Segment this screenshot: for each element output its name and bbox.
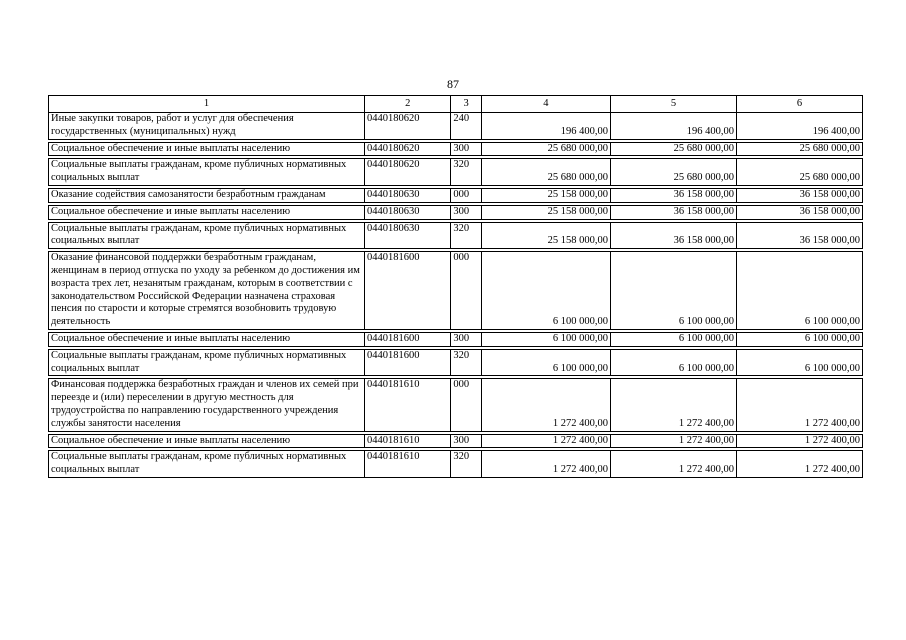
row-name-cell: Финансовая поддержка безработных граждан и членов их семей при переезде и (или) переселении в другую местность для трудоустройства по направлению государственного учреждения службы занятости населения bbox=[49, 379, 365, 431]
row-amount-col5-cell: 36 158 000,00 bbox=[610, 205, 736, 219]
row-amount-col5-cell: 196 400,00 bbox=[610, 113, 736, 140]
column-header: 6 bbox=[736, 96, 862, 113]
row-expense-type-cell: 000 bbox=[451, 379, 481, 431]
column-header: 1 bbox=[49, 96, 365, 113]
row-amount-col5-cell: 6 100 000,00 bbox=[610, 332, 736, 346]
table-row bbox=[49, 113, 863, 140]
table-row bbox=[49, 252, 863, 330]
row-name-cell: Социальное обеспечение и иные выплаты населению bbox=[49, 205, 365, 219]
row-expense-type-cell: 300 bbox=[451, 434, 481, 448]
row-expense-type-cell: 240 bbox=[451, 113, 481, 140]
row-expense-type-cell: 320 bbox=[451, 159, 481, 186]
row-target-article-cell: 0440181610 bbox=[365, 379, 451, 431]
row-expense-type-cell: 320 bbox=[451, 451, 481, 478]
row-amount-col6-cell: 1 272 400,00 bbox=[736, 451, 862, 478]
row-amount-col6-cell: 36 158 000,00 bbox=[736, 222, 862, 249]
column-header: 4 bbox=[481, 96, 610, 113]
row-target-article-cell: 0440181600 bbox=[365, 252, 451, 330]
row-name-cell: Социальные выплаты гражданам, кроме публичных нормативных социальных выплат bbox=[49, 349, 365, 376]
row-target-article-cell: 0440181600 bbox=[365, 349, 451, 376]
row-amount-col4-cell: 25 680 000,00 bbox=[481, 142, 610, 156]
table-row bbox=[49, 349, 863, 376]
budget-table bbox=[48, 95, 863, 478]
row-target-article-cell: 0440181610 bbox=[365, 434, 451, 448]
row-target-article-cell: 0440180630 bbox=[365, 188, 451, 202]
row-amount-col6-cell: 196 400,00 bbox=[736, 113, 862, 140]
row-target-article-cell: 0440180630 bbox=[365, 222, 451, 249]
row-amount-col5-cell: 6 100 000,00 bbox=[610, 252, 736, 330]
row-amount-col6-cell: 1 272 400,00 bbox=[736, 379, 862, 431]
row-amount-col4-cell: 1 272 400,00 bbox=[481, 379, 610, 431]
row-amount-col5-cell: 36 158 000,00 bbox=[610, 222, 736, 249]
row-amount-col4-cell: 25 158 000,00 bbox=[481, 205, 610, 219]
row-expense-type-cell: 320 bbox=[451, 222, 481, 249]
row-expense-type-cell: 300 bbox=[451, 332, 481, 346]
row-expense-type-cell: 320 bbox=[451, 349, 481, 376]
row-amount-col5-cell: 1 272 400,00 bbox=[610, 379, 736, 431]
row-amount-col6-cell: 6 100 000,00 bbox=[736, 332, 862, 346]
row-amount-col6-cell: 6 100 000,00 bbox=[736, 252, 862, 330]
row-name-cell: Социальное обеспечение и иные выплаты населению bbox=[49, 332, 365, 346]
row-expense-type-cell: 300 bbox=[451, 142, 481, 156]
table-row bbox=[49, 205, 863, 219]
row-name-cell: Оказание содействия самозанятости безработным гражданам bbox=[49, 188, 365, 202]
row-amount-col4-cell: 6 100 000,00 bbox=[481, 332, 610, 346]
table-row bbox=[49, 379, 863, 431]
row-amount-col6-cell: 1 272 400,00 bbox=[736, 434, 862, 448]
row-amount-col5-cell: 36 158 000,00 bbox=[610, 188, 736, 202]
row-amount-col4-cell: 25 158 000,00 bbox=[481, 188, 610, 202]
row-amount-col5-cell: 1 272 400,00 bbox=[610, 434, 736, 448]
column-header: 2 bbox=[365, 96, 451, 113]
row-name-cell: Социальное обеспечение и иные выплаты населению bbox=[49, 434, 365, 448]
table-header-row bbox=[49, 96, 863, 113]
table-row bbox=[49, 451, 863, 478]
row-amount-col4-cell: 196 400,00 bbox=[481, 113, 610, 140]
row-name-cell: Социальные выплаты гражданам, кроме публичных нормативных социальных выплат bbox=[49, 159, 365, 186]
page-number: 87 bbox=[447, 77, 459, 91]
row-amount-col4-cell: 6 100 000,00 bbox=[481, 252, 610, 330]
row-expense-type-cell: 000 bbox=[451, 252, 481, 330]
row-amount-col4-cell: 25 680 000,00 bbox=[481, 159, 610, 186]
row-amount-col6-cell: 36 158 000,00 bbox=[736, 205, 862, 219]
row-name-cell: Социальные выплаты гражданам, кроме публичных нормативных социальных выплат bbox=[49, 222, 365, 249]
table-row bbox=[49, 159, 863, 186]
row-name-cell: Иные закупки товаров, работ и услуг для обеспечения государственных (муниципальных) нужд bbox=[49, 113, 365, 140]
table-row bbox=[49, 332, 863, 346]
table-row bbox=[49, 142, 863, 156]
row-amount-col6-cell: 25 680 000,00 bbox=[736, 142, 862, 156]
row-amount-col5-cell: 25 680 000,00 bbox=[610, 159, 736, 186]
row-target-article-cell: 0440180630 bbox=[365, 205, 451, 219]
row-amount-col4-cell: 1 272 400,00 bbox=[481, 451, 610, 478]
table-row bbox=[49, 434, 863, 448]
row-target-article-cell: 0440180620 bbox=[365, 142, 451, 156]
table-row bbox=[49, 222, 863, 249]
row-amount-col6-cell: 36 158 000,00 bbox=[736, 188, 862, 202]
row-amount-col4-cell: 1 272 400,00 bbox=[481, 434, 610, 448]
table-body bbox=[49, 113, 863, 478]
row-name-cell: Социальное обеспечение и иные выплаты населению bbox=[49, 142, 365, 156]
row-amount-col4-cell: 6 100 000,00 bbox=[481, 349, 610, 376]
row-expense-type-cell: 000 bbox=[451, 188, 481, 202]
row-target-article-cell: 0440180620 bbox=[365, 159, 451, 186]
column-header: 5 bbox=[610, 96, 736, 113]
row-target-article-cell: 0440181610 bbox=[365, 451, 451, 478]
row-name-cell: Оказание финансовой поддержки безработным гражданам, женщинам в период отпуска по уходу за ребенком до достижения им возраста трех лет, незанятым гражданам, которым в соответствии с законодательством Российской Федерации назначена страховая пенсия по старости и которые стремятся возобновить трудовую деятельность bbox=[49, 252, 365, 330]
table-row bbox=[49, 188, 863, 202]
row-amount-col5-cell: 25 680 000,00 bbox=[610, 142, 736, 156]
row-amount-col5-cell: 6 100 000,00 bbox=[610, 349, 736, 376]
row-target-article-cell: 0440181600 bbox=[365, 332, 451, 346]
column-header: 3 bbox=[451, 96, 481, 113]
row-target-article-cell: 0440180620 bbox=[365, 113, 451, 140]
row-amount-col5-cell: 1 272 400,00 bbox=[610, 451, 736, 478]
row-amount-col4-cell: 25 158 000,00 bbox=[481, 222, 610, 249]
row-name-cell: Социальные выплаты гражданам, кроме публичных нормативных социальных выплат bbox=[49, 451, 365, 478]
row-amount-col6-cell: 6 100 000,00 bbox=[736, 349, 862, 376]
row-expense-type-cell: 300 bbox=[451, 205, 481, 219]
row-amount-col6-cell: 25 680 000,00 bbox=[736, 159, 862, 186]
